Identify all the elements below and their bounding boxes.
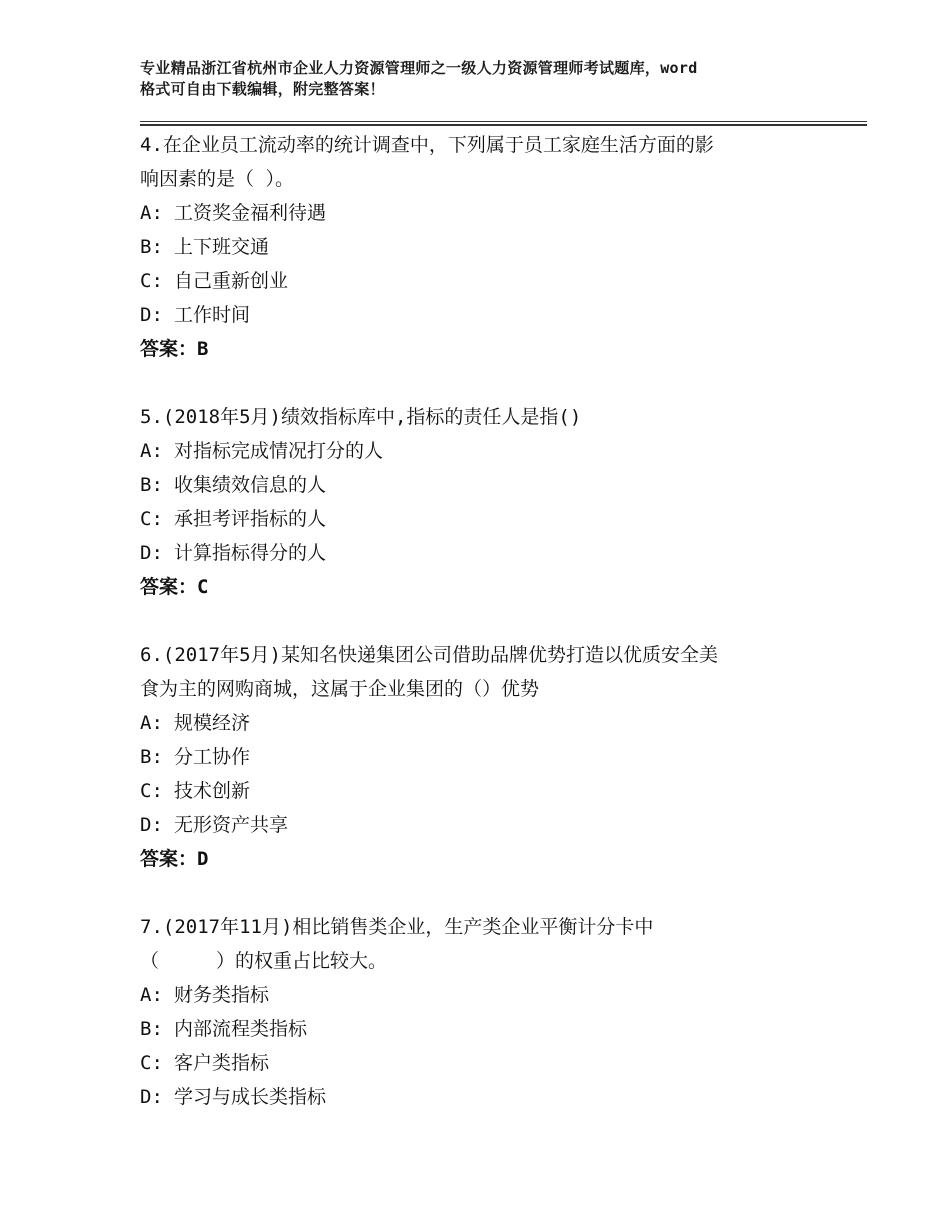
- option-letter: D:: [140, 814, 163, 836]
- option-text: 客户类指标: [174, 1052, 270, 1074]
- option-b: [140, 740, 820, 774]
- option-text: 分工协作: [174, 746, 251, 768]
- question-5: [140, 400, 820, 604]
- option-letter: B:: [140, 474, 163, 496]
- option-d: [140, 808, 820, 842]
- option-letter: D:: [140, 1086, 163, 1108]
- option-text: 上下班交通: [174, 236, 270, 258]
- question-7: [140, 910, 820, 1114]
- option-text: 工资奖金福利待遇: [174, 202, 327, 224]
- document-header: [140, 58, 840, 100]
- option-letter: A:: [140, 440, 163, 462]
- question-text: 5.(2018年5月)绩效指标库中,指标的责任人是指(): [140, 406, 582, 428]
- question-text: 7.(2017年11月)相比销售类企业，生产类企业平衡计分卡中: [140, 916, 654, 938]
- answer-label: 答案：C: [140, 576, 209, 598]
- header-divider-thick: [140, 124, 867, 126]
- option-text: 技术创新: [174, 780, 251, 802]
- answer-label: 答案：D: [140, 848, 209, 870]
- option-text: 内部流程类指标: [174, 1018, 308, 1040]
- option-letter: B:: [140, 746, 163, 768]
- header-line-1: 专业精品浙江省杭州市企业人力资源管理师之一级人力资源管理师考试题库，word: [140, 59, 698, 77]
- option-text: 收集绩效信息的人: [174, 474, 327, 496]
- option-letter: C:: [140, 270, 163, 292]
- option-letter: C:: [140, 1052, 163, 1074]
- option-d: [140, 1080, 820, 1114]
- option-text: 工作时间: [174, 304, 251, 326]
- option-letter: C:: [140, 508, 163, 530]
- option-text: 自己重新创业: [174, 270, 289, 292]
- option-text: 规模经济: [174, 712, 251, 734]
- option-c: [140, 774, 820, 808]
- option-letter: A:: [140, 712, 163, 734]
- answer-label: 答案：B: [140, 338, 209, 360]
- question-text: 4.在企业员工流动率的统计调查中，下列属于员工家庭生活方面的影: [140, 134, 714, 156]
- header-line-2: 格式可自由下载编辑，附完整答案！: [140, 80, 385, 98]
- option-text: 学习与成长类指标: [174, 1086, 327, 1108]
- question-6: [140, 638, 820, 876]
- option-d: [140, 536, 820, 570]
- option-b: [140, 468, 820, 502]
- option-text: 计算指标得分的人: [174, 542, 327, 564]
- option-letter: B:: [140, 236, 163, 258]
- option-a: [140, 434, 820, 468]
- option-c: [140, 502, 820, 536]
- option-text: 对指标完成情况打分的人: [174, 440, 384, 462]
- question-text: 食为主的网购商城，这属于企业集团的（）优势: [140, 678, 540, 700]
- header-divider-thin: [140, 121, 867, 122]
- option-a: [140, 196, 820, 230]
- option-a: [140, 706, 820, 740]
- question-list: [140, 128, 820, 1114]
- option-text: 承担考评指标的人: [174, 508, 327, 530]
- option-letter: A:: [140, 984, 163, 1006]
- option-letter: A:: [140, 202, 163, 224]
- option-letter: D:: [140, 304, 163, 326]
- option-letter: C:: [140, 780, 163, 802]
- option-a: [140, 978, 820, 1012]
- question-text: 响因素的是（ ）。: [140, 168, 294, 190]
- option-b: [140, 230, 820, 264]
- option-b: [140, 1012, 820, 1046]
- question-text: 6.(2017年5月)某知名快递集团公司借助品牌优势打造以优质安全美: [140, 644, 718, 666]
- option-letter: B:: [140, 1018, 163, 1040]
- question-text: （ ）的权重占比较大。: [140, 950, 388, 972]
- option-d: [140, 298, 820, 332]
- option-c: [140, 264, 820, 298]
- option-text: 财务类指标: [174, 984, 270, 1006]
- option-text: 无形资产共享: [174, 814, 289, 836]
- option-letter: D:: [140, 542, 163, 564]
- question-4: [140, 128, 820, 366]
- option-c: [140, 1046, 820, 1080]
